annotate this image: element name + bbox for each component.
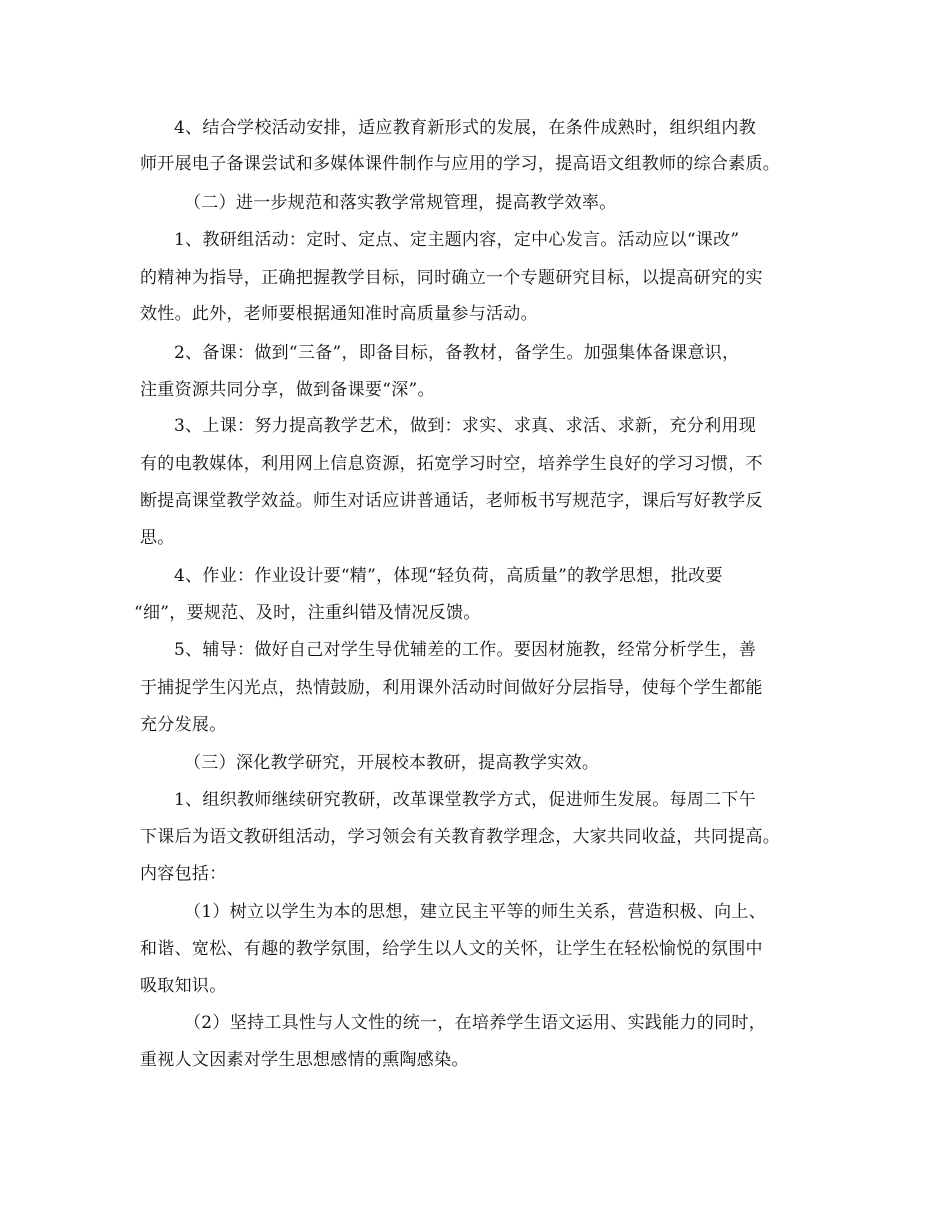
text-line: （1）树立以学生为本的思想，建立民主平等的师生关系，营造积极、向上、 [184, 902, 767, 922]
text-line: 4、作业：作业设计要“精”，体现“轻负荷，高质量”的教学思想，批改要 [174, 566, 723, 586]
text-line: 效性。此外，老师要根据通知准时高质量参与活动。 [140, 304, 538, 324]
text-line: 的精神为指导，正确把握教学目标，同时确立一个专题研究目标，以提高研究的实 [140, 268, 763, 288]
text-line: 和谐、宽松、有趣的教学氛围，给学生以人文的关怀，让学生在轻松愉悦的氛围中 [140, 939, 763, 959]
text-line: 1、组织教师继续研究教研，改革课堂教学方式，促进师生发展。每周二下午 [174, 790, 757, 810]
text-line: 重视人文因素对学生思想感情的熏陶感染。 [140, 1050, 469, 1070]
text-line: 下课后为语文教研组活动，学习领会有关教育教学理念，大家共同收益，共同提高。 [140, 827, 781, 847]
text-line: 内容包括： [140, 864, 227, 884]
text-line: 3、上课：努力提高教学艺术，做到：求实、求真、求活、求新，充分利用现 [174, 416, 757, 436]
section-heading: （二）进一步规范和落实教学常规管理，提高教学效率。 [184, 193, 617, 213]
text-line: 断提高课堂教学效益。师生对话应讲普通话，老师板书写规范字，课后写好教学反 [140, 491, 763, 511]
text-line: 4、结合学校活动安排，适应教育新形式的发展，在条件成熟时，组织组内教 [174, 118, 757, 138]
text-line: （2）坚持工具性与人文性的统一，在培养学生语文运用、实践能力的同时， [184, 1013, 767, 1033]
section-heading: （三）深化教学研究，开展校本教研，提高教学实效。 [184, 753, 600, 773]
text-line: “细”，要规范、及时，注重纠错及情况反馈。 [134, 603, 481, 623]
text-line: 于捕捉学生闪光点，热情鼓励，利用课外活动时间做好分层指导，使每个学生都能 [140, 678, 763, 698]
text-line: 思。 [140, 528, 175, 548]
text-line: 有的电教媒体，利用网上信息资源，拓宽学习时空，培养学生良好的学习习惯，不 [140, 454, 763, 474]
text-line: 充分发展。 [140, 715, 227, 735]
text-line: 注重资源共同分享，做到备课要“深”。 [140, 380, 435, 400]
text-line: 1、教研组活动：定时、定点、定主题内容，定中心发言。活动应以“课改” [174, 230, 740, 250]
text-line: 师开展电子备课尝试和多媒体课件制作与应用的学习，提高语文组教师的综合素质。 [140, 154, 781, 174]
text-line: 5、辅导：做好自己对学生导优辅差的工作。要因材施教，经常分析学生，善 [174, 640, 757, 660]
text-line: 2、备课：做到“三备”，即备目标，备教材，备学生。加强集体备课意识， [174, 343, 740, 363]
text-line: 吸取知识。 [140, 976, 227, 996]
